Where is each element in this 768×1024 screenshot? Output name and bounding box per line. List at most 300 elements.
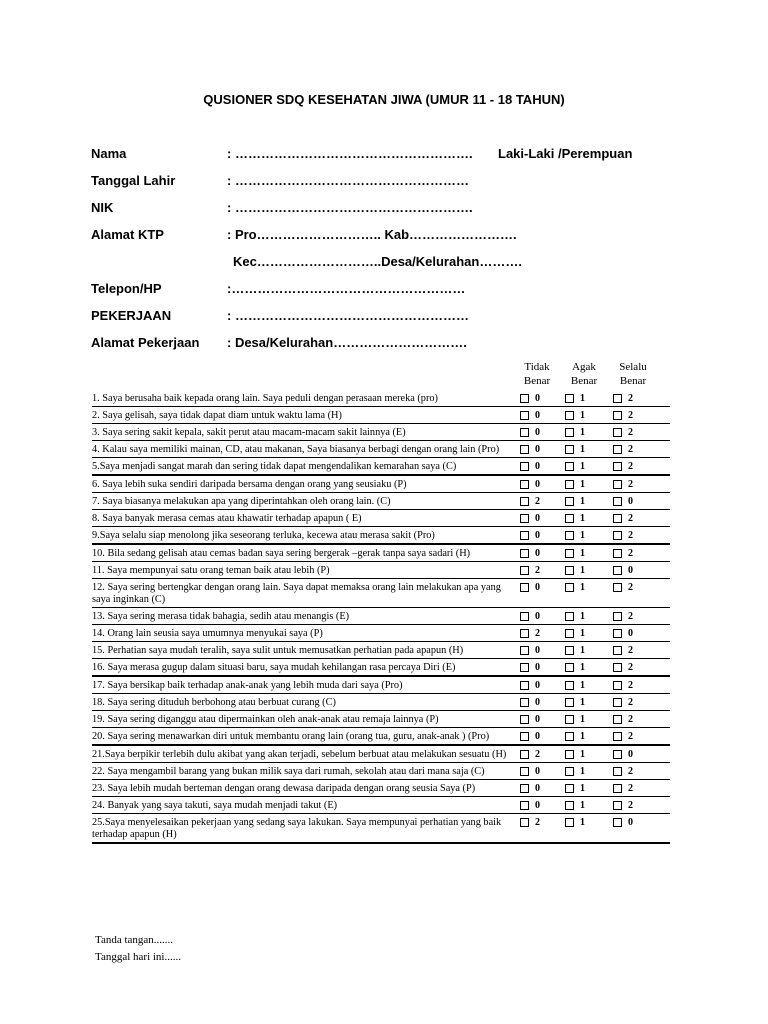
score-value: 0 <box>535 680 540 691</box>
field-label: Alamat KTP <box>91 227 164 242</box>
question-table <box>92 360 670 844</box>
checkbox-icon[interactable] <box>613 801 622 810</box>
score-value: 1 <box>580 427 585 438</box>
answer-option[interactable] <box>520 565 540 576</box>
field-value: : Desa/Kelurahan…………………………. <box>227 335 467 350</box>
score-value: 2 <box>628 697 633 708</box>
question-text: 2. Saya gelisah, saya tidak dapat diam untuk waktu lama (H) <box>92 410 342 421</box>
answer-options <box>520 565 670 579</box>
score-value: 2 <box>535 817 540 828</box>
answer-option[interactable] <box>613 680 633 691</box>
checkbox-icon[interactable] <box>613 445 622 454</box>
field-value: : ……………………………………………… <box>227 308 469 323</box>
score-value: 0 <box>628 496 633 507</box>
table-row <box>92 625 670 642</box>
score-value: 0 <box>535 444 540 455</box>
field-pekerjaan <box>91 308 691 326</box>
answer-option[interactable] <box>520 513 540 524</box>
answer-option[interactable] <box>613 817 633 828</box>
answer-options <box>520 662 670 676</box>
checkbox-icon[interactable] <box>520 514 529 523</box>
answer-option[interactable] <box>520 548 540 559</box>
answer-option[interactable] <box>565 749 585 760</box>
score-value: 2 <box>628 611 633 622</box>
checkbox-icon[interactable] <box>565 646 574 655</box>
answer-options <box>520 548 670 562</box>
signature-line: Tanda tangan....... <box>95 934 174 946</box>
answer-options <box>520 783 670 797</box>
checkbox-icon[interactable] <box>520 394 529 403</box>
answer-options <box>520 766 670 780</box>
checkbox-icon[interactable] <box>520 549 529 558</box>
score-value: 1 <box>580 513 585 524</box>
field-value: :……………………………………………… <box>227 281 466 296</box>
checkbox-icon[interactable] <box>565 480 574 489</box>
answer-option[interactable] <box>613 582 633 593</box>
answer-options <box>520 393 670 407</box>
field-label: NIK <box>91 200 114 215</box>
table-row <box>92 763 670 780</box>
table-row <box>92 390 670 407</box>
table-row <box>92 458 670 476</box>
answer-option[interactable] <box>520 783 540 794</box>
answer-option[interactable] <box>520 714 540 725</box>
score-value: 0 <box>535 582 540 593</box>
checkbox-icon[interactable] <box>520 698 529 707</box>
score-value: 1 <box>580 731 585 742</box>
table-row <box>92 579 670 608</box>
answer-option[interactable] <box>565 565 585 576</box>
score-value: 0 <box>628 817 633 828</box>
table-row <box>92 659 670 677</box>
answer-option[interactable] <box>613 800 633 811</box>
checkbox-icon[interactable] <box>520 583 529 592</box>
answer-option[interactable] <box>613 766 633 777</box>
answer-options <box>520 496 670 510</box>
answer-option[interactable] <box>613 628 633 639</box>
table-row <box>92 527 670 545</box>
question-text: 10. Bila sedang gelisah atau cemas badan saya sering bergerak –gerak tanpa saya sadari (H) <box>92 548 471 559</box>
answer-option[interactable] <box>613 393 633 404</box>
score-value: 0 <box>535 393 540 404</box>
answer-option[interactable] <box>613 783 633 794</box>
score-value: 0 <box>535 662 540 673</box>
question-rows <box>92 390 670 844</box>
answer-option[interactable] <box>565 766 585 777</box>
answer-option[interactable] <box>520 582 540 593</box>
score-value: 2 <box>628 783 633 794</box>
answer-option[interactable] <box>520 479 540 490</box>
checkbox-icon[interactable] <box>565 583 574 592</box>
checkbox-icon[interactable] <box>613 818 622 827</box>
score-value: 0 <box>535 697 540 708</box>
answer-option[interactable] <box>613 662 633 673</box>
score-value: 0 <box>535 548 540 559</box>
header-tidak-benar: Tidak Benar <box>523 361 551 387</box>
answer-option[interactable] <box>565 461 585 472</box>
checkbox-icon[interactable] <box>565 784 574 793</box>
answer-options <box>520 611 670 625</box>
answer-option[interactable] <box>613 513 633 524</box>
checkbox-icon[interactable] <box>613 583 622 592</box>
answer-option[interactable] <box>520 444 540 455</box>
question-text: 23. Saya lebih mudah berteman dengan orang dewasa daripada dengan orang seusia Saya (P) <box>92 783 476 794</box>
checkbox-icon[interactable] <box>565 531 574 540</box>
header-agak-benar: Agak Benar <box>570 361 598 387</box>
checkbox-icon[interactable] <box>565 801 574 810</box>
answer-option[interactable] <box>613 611 633 622</box>
checkbox-icon[interactable] <box>520 750 529 759</box>
answer-option[interactable] <box>520 645 540 656</box>
answer-options <box>520 749 670 763</box>
checkbox-icon[interactable] <box>565 818 574 827</box>
checkbox-icon[interactable] <box>565 663 574 672</box>
checkbox-icon[interactable] <box>565 394 574 403</box>
answer-options <box>520 410 670 424</box>
field-label: Nama <box>91 146 127 161</box>
table-row <box>92 493 670 510</box>
checkbox-icon[interactable] <box>613 767 622 776</box>
answer-options <box>520 444 670 458</box>
question-text: 12. Saya sering bertengkar dengan orang lain. Saya dapat memaksa orang lain melakukan apa yang saya inginkan (C) <box>92 582 501 605</box>
table-row <box>92 510 670 527</box>
answer-option[interactable] <box>520 427 540 438</box>
answer-option[interactable] <box>520 662 540 673</box>
checkbox-icon[interactable] <box>520 715 529 724</box>
score-value: 1 <box>580 697 585 708</box>
field-label: PEKERJAAN <box>91 308 172 323</box>
question-text: 18. Saya sering dituduh berbohong atau berbuat curang (C) <box>92 697 336 708</box>
answer-option[interactable] <box>520 530 540 541</box>
checkbox-icon[interactable] <box>520 566 529 575</box>
answer-options <box>520 461 670 475</box>
checkbox-icon[interactable] <box>613 480 622 489</box>
table-row <box>92 797 670 814</box>
score-value: 2 <box>628 479 633 490</box>
answer-option[interactable] <box>613 461 633 472</box>
score-value: 0 <box>628 565 633 576</box>
score-value: 0 <box>535 410 540 421</box>
score-value: 0 <box>535 461 540 472</box>
table-row <box>92 407 670 424</box>
checkbox-icon[interactable] <box>520 767 529 776</box>
field-tanggal-lahir <box>91 173 691 191</box>
checkbox-icon[interactable] <box>565 445 574 454</box>
question-text: 3. Saya sering sakit kepala, sakit perut atau macam-macam sakit lainnya (E) <box>92 427 406 438</box>
score-value: 2 <box>628 582 633 593</box>
score-value: 2 <box>628 800 633 811</box>
answer-option[interactable] <box>613 749 633 760</box>
answer-options <box>520 530 670 544</box>
score-value: 0 <box>535 731 540 742</box>
answer-option[interactable] <box>613 548 633 559</box>
score-value: 1 <box>580 461 585 472</box>
answer-option[interactable] <box>520 410 540 421</box>
checkbox-icon[interactable] <box>520 818 529 827</box>
answer-options <box>520 628 670 642</box>
score-value: 2 <box>628 548 633 559</box>
score-value: 1 <box>580 662 585 673</box>
answer-options <box>520 697 670 711</box>
checkbox-icon[interactable] <box>520 411 529 420</box>
checkbox-icon[interactable] <box>565 629 574 638</box>
answer-option[interactable] <box>565 714 585 725</box>
score-value: 2 <box>628 410 633 421</box>
answer-option[interactable] <box>613 645 633 656</box>
field-alamat-pekerjaan <box>91 335 691 353</box>
field-label: Telepon/HP <box>91 281 162 296</box>
table-header <box>92 360 670 390</box>
question-text: 16. Saya merasa gugup dalam situasi baru, saya mudah kehilangan rasa percaya Diri (E) <box>92 662 456 673</box>
checkbox-icon[interactable] <box>565 514 574 523</box>
answer-option[interactable] <box>520 461 540 472</box>
table-row <box>92 780 670 797</box>
score-value: 1 <box>580 410 585 421</box>
score-value: 0 <box>535 766 540 777</box>
score-value: 1 <box>580 565 585 576</box>
answer-option[interactable] <box>520 680 540 691</box>
answer-option[interactable] <box>565 444 585 455</box>
checkbox-icon[interactable] <box>520 663 529 672</box>
checkbox-icon[interactable] <box>613 681 622 690</box>
checkbox-icon[interactable] <box>565 750 574 759</box>
field-value: : ……………………………………………… <box>227 173 469 188</box>
answer-options <box>520 582 670 596</box>
score-value: 1 <box>580 766 585 777</box>
score-value: 0 <box>628 628 633 639</box>
field-value: : ………………………………………………. <box>227 146 473 161</box>
checkbox-icon[interactable] <box>520 480 529 489</box>
answer-options <box>520 645 670 659</box>
answer-option[interactable] <box>613 697 633 708</box>
score-value: 0 <box>535 800 540 811</box>
checkbox-icon[interactable] <box>520 531 529 540</box>
answer-option[interactable] <box>520 817 540 828</box>
checkbox-icon[interactable] <box>565 732 574 741</box>
answer-option[interactable] <box>565 513 585 524</box>
checkbox-icon[interactable] <box>565 428 574 437</box>
checkbox-icon[interactable] <box>613 549 622 558</box>
score-value: 2 <box>628 662 633 673</box>
checkbox-icon[interactable] <box>520 732 529 741</box>
score-value: 0 <box>628 749 633 760</box>
score-value: 2 <box>628 731 633 742</box>
checkbox-icon[interactable] <box>613 566 622 575</box>
answer-options <box>520 731 670 745</box>
answer-option[interactable] <box>613 530 633 541</box>
checkbox-icon[interactable] <box>565 698 574 707</box>
answer-option[interactable] <box>613 410 633 421</box>
score-value: 1 <box>580 479 585 490</box>
answer-options <box>520 680 670 694</box>
checkbox-icon[interactable] <box>565 462 574 471</box>
score-value: 0 <box>535 783 540 794</box>
checkbox-icon[interactable] <box>565 411 574 420</box>
checkbox-icon[interactable] <box>613 411 622 420</box>
field-value: : ………………………………………………. <box>227 200 473 215</box>
table-row <box>92 814 670 844</box>
answer-option[interactable] <box>520 393 540 404</box>
score-value: 1 <box>580 611 585 622</box>
table-row <box>92 608 670 625</box>
table-row <box>92 562 670 579</box>
answer-option[interactable] <box>565 496 585 507</box>
checkbox-icon[interactable] <box>520 681 529 690</box>
checkbox-icon[interactable] <box>520 629 529 638</box>
checkbox-icon[interactable] <box>520 462 529 471</box>
checkbox-icon[interactable] <box>520 428 529 437</box>
table-row <box>92 746 670 763</box>
score-value: 1 <box>580 530 585 541</box>
checkbox-icon[interactable] <box>565 497 574 506</box>
checkbox-icon[interactable] <box>613 663 622 672</box>
checkbox-icon[interactable] <box>613 612 622 621</box>
answer-option[interactable] <box>520 611 540 622</box>
score-value: 2 <box>628 427 633 438</box>
checkbox-icon[interactable] <box>613 715 622 724</box>
checkbox-icon[interactable] <box>613 428 622 437</box>
answer-options <box>520 800 670 814</box>
checkbox-icon[interactable] <box>520 612 529 621</box>
answer-option[interactable] <box>565 800 585 811</box>
answer-option[interactable] <box>520 496 540 507</box>
checkbox-icon[interactable] <box>520 784 529 793</box>
answer-option[interactable] <box>565 731 585 742</box>
answer-option[interactable] <box>565 645 585 656</box>
score-value: 2 <box>535 749 540 760</box>
answer-option[interactable] <box>613 496 633 507</box>
score-value: 1 <box>580 548 585 559</box>
answer-options <box>520 513 670 527</box>
field-telepon <box>91 281 691 299</box>
answer-option[interactable] <box>520 766 540 777</box>
checkbox-icon[interactable] <box>565 767 574 776</box>
table-row <box>92 441 670 458</box>
checkbox-icon[interactable] <box>613 732 622 741</box>
question-text: 11. Saya mempunyai satu orang teman baik atau lebih (P) <box>92 565 330 576</box>
field-alamat-ktp <box>91 227 691 245</box>
question-text: 8. Saya banyak merasa cemas atau khawatir terhadap apapun ( E) <box>92 513 362 524</box>
table-row <box>92 711 670 728</box>
answer-option[interactable] <box>565 680 585 691</box>
score-value: 1 <box>580 817 585 828</box>
date-line: Tanggal hari ini...... <box>95 951 181 963</box>
answer-option[interactable] <box>565 479 585 490</box>
answer-option[interactable] <box>565 697 585 708</box>
question-text: 24. Banyak yang saya takuti, saya mudah menjadi takut (E) <box>92 800 338 811</box>
answer-option[interactable] <box>565 611 585 622</box>
checkbox-icon[interactable] <box>613 750 622 759</box>
answer-option[interactable] <box>520 697 540 708</box>
score-value: 2 <box>628 680 633 691</box>
answer-option[interactable] <box>613 565 633 576</box>
table-row <box>92 424 670 441</box>
checkbox-icon[interactable] <box>613 646 622 655</box>
score-value: 1 <box>580 444 585 455</box>
score-value: 1 <box>580 645 585 656</box>
answer-option[interactable] <box>565 393 585 404</box>
question-text: 4. Kalau saya memiliki mainan, CD, atau makanan, Saya biasanya berbagi dengan orang lain (Pro) <box>92 444 500 455</box>
checkbox-icon[interactable] <box>520 445 529 454</box>
answer-option[interactable] <box>565 628 585 639</box>
answer-option[interactable] <box>565 410 585 421</box>
answer-option[interactable] <box>613 444 633 455</box>
score-value: 1 <box>580 582 585 593</box>
checkbox-icon[interactable] <box>565 549 574 558</box>
score-value: 2 <box>628 530 633 541</box>
checkbox-icon[interactable] <box>613 462 622 471</box>
score-value: 2 <box>628 461 633 472</box>
checkbox-icon[interactable] <box>520 801 529 810</box>
score-value: 0 <box>535 530 540 541</box>
question-text: 14. Orang lain seusia saya umumnya menyukai saya (P) <box>92 628 323 639</box>
question-text: 5.Saya menjadi sangat marah dan sering tidak dapat mengendalikan kemarahan saya (C) <box>92 461 457 472</box>
answer-option[interactable] <box>520 628 540 639</box>
answer-options <box>520 714 670 728</box>
checkbox-icon[interactable] <box>565 612 574 621</box>
answer-option[interactable] <box>565 662 585 673</box>
score-value: 0 <box>535 479 540 490</box>
checkbox-icon[interactable] <box>613 784 622 793</box>
answer-option[interactable] <box>613 427 633 438</box>
answer-option[interactable] <box>565 582 585 593</box>
checkbox-icon[interactable] <box>565 681 574 690</box>
question-text: 1. Saya berusaha baik kepada orang lain. Saya peduli dengan perasaan mereka (pro) <box>92 393 438 404</box>
answer-option[interactable] <box>565 530 585 541</box>
answer-option[interactable] <box>520 731 540 742</box>
field-label: Tanggal Lahir <box>91 173 176 188</box>
answer-option[interactable] <box>565 783 585 794</box>
table-row <box>92 694 670 711</box>
score-value: 2 <box>628 714 633 725</box>
score-value: 1 <box>580 628 585 639</box>
checkbox-icon[interactable] <box>613 531 622 540</box>
table-row <box>92 728 670 746</box>
checkbox-icon[interactable] <box>565 566 574 575</box>
answer-option[interactable] <box>565 817 585 828</box>
checkbox-icon[interactable] <box>613 394 622 403</box>
field-value: : Pro……………………….. Kab……………………. <box>227 227 517 242</box>
checkbox-icon[interactable] <box>520 497 529 506</box>
checkbox-icon[interactable] <box>613 629 622 638</box>
score-value: 1 <box>580 714 585 725</box>
question-text: 15. Perhatian saya mudah teralih, saya sulit untuk memusatkan perhatian pada apapun (H) <box>92 645 464 656</box>
question-text: 22. Saya mengambil barang yang bukan milik saya dari rumah, sekolah atau dari mana saja (C) <box>92 766 485 777</box>
field-nama <box>91 146 691 164</box>
score-value: 0 <box>535 714 540 725</box>
answer-option[interactable] <box>565 427 585 438</box>
answer-option[interactable] <box>520 749 540 760</box>
field-value: Kec………………………..Desa/Kelurahan………. <box>233 254 522 269</box>
checkbox-icon[interactable] <box>613 698 622 707</box>
checkbox-icon[interactable] <box>520 646 529 655</box>
field-nik <box>91 200 691 218</box>
answer-option[interactable] <box>520 800 540 811</box>
answer-option[interactable] <box>613 731 633 742</box>
field-label: Alamat Pekerjaan <box>91 335 200 350</box>
score-value: 2 <box>628 444 633 455</box>
checkbox-icon[interactable] <box>565 715 574 724</box>
score-value: 0 <box>535 611 540 622</box>
question-text: 25.Saya menyelesaikan pekerjaan yang sedang saya lakukan. Saya mempunyai perhatian yang baik terhadap apapun (H) <box>92 817 502 840</box>
answer-options <box>520 479 670 493</box>
checkbox-icon[interactable] <box>613 514 622 523</box>
answer-option[interactable] <box>613 714 633 725</box>
answer-option[interactable] <box>565 548 585 559</box>
checkbox-icon[interactable] <box>613 497 622 506</box>
gender-option: Laki-Laki /Perempuan <box>498 146 633 161</box>
answer-option[interactable] <box>613 479 633 490</box>
